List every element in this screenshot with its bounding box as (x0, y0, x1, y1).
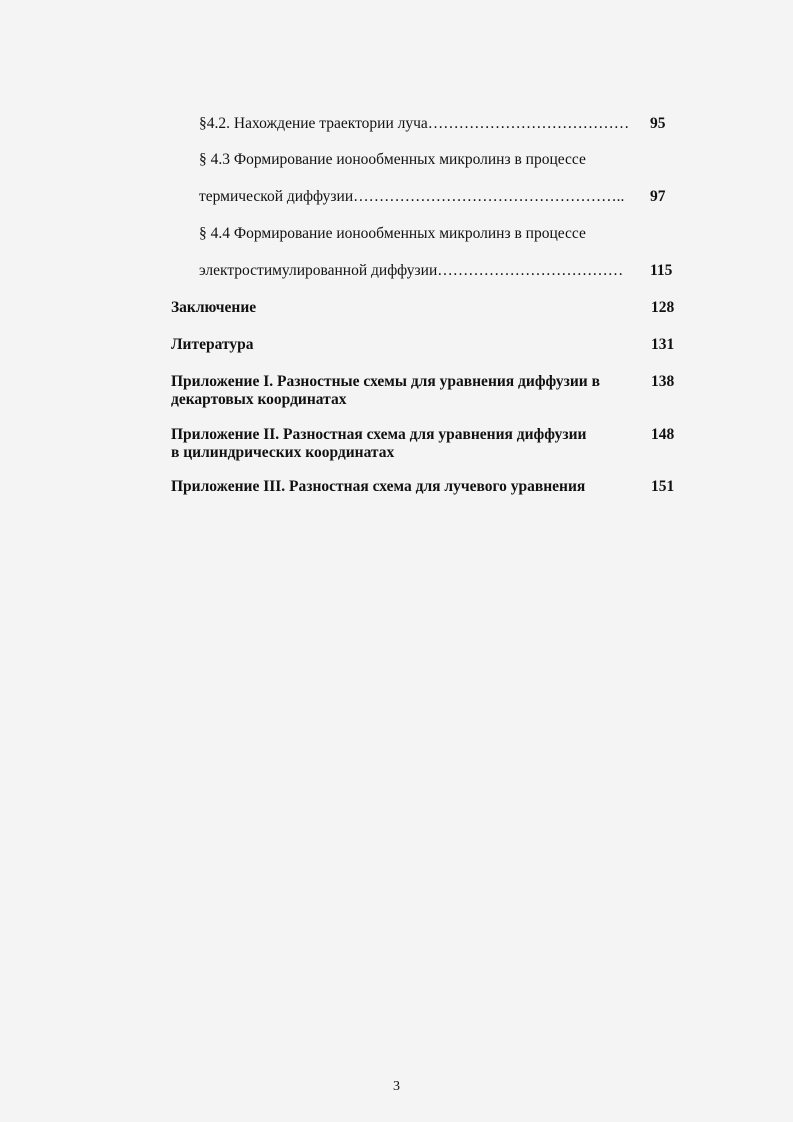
toc-entry-page: 97 (650, 188, 666, 205)
toc-entry-page: 115 (650, 262, 673, 279)
toc-entry-title-continued: электростимулированной диффузии……………………………… (199, 262, 624, 279)
toc-entry-page: 138 (651, 373, 675, 390)
toc-entry-title-continued: термической диффузии…………………………………………….. (199, 188, 625, 205)
toc-entry-page: 148 (651, 426, 675, 443)
toc-entry-title: § 4.3 Формирование ионообменных микролинз в процессе (199, 151, 586, 168)
page-number: 3 (393, 1079, 400, 1094)
toc-entry-title: Приложение III. Разностная схема для лучевого уравнения (171, 478, 586, 495)
toc-entry-title: § 4.4 Формирование ионообменных микролинз в процессе (199, 225, 586, 242)
toc-entry-page: 95 (650, 115, 666, 132)
toc-entry-title: Литература (171, 336, 254, 353)
toc-entry-page: 131 (651, 336, 675, 353)
toc-entry-title-continued: в цилиндрических координатах (171, 444, 395, 461)
toc-entry-title: Приложение II. Разностная схема для уравнения диффузии (171, 426, 587, 443)
toc-entry-page: 128 (651, 299, 675, 316)
toc-entry-title: Заключение (171, 299, 257, 316)
toc-entry-title: §4.2. Нахождение траектории луча………………………………… (199, 115, 630, 132)
toc-entry-title: Приложение I. Разностные схемы для уравнения диффузии в (171, 373, 600, 390)
toc-entry-page: 151 (651, 478, 675, 495)
toc-entry-title-continued: декартовых координатах (171, 391, 347, 408)
